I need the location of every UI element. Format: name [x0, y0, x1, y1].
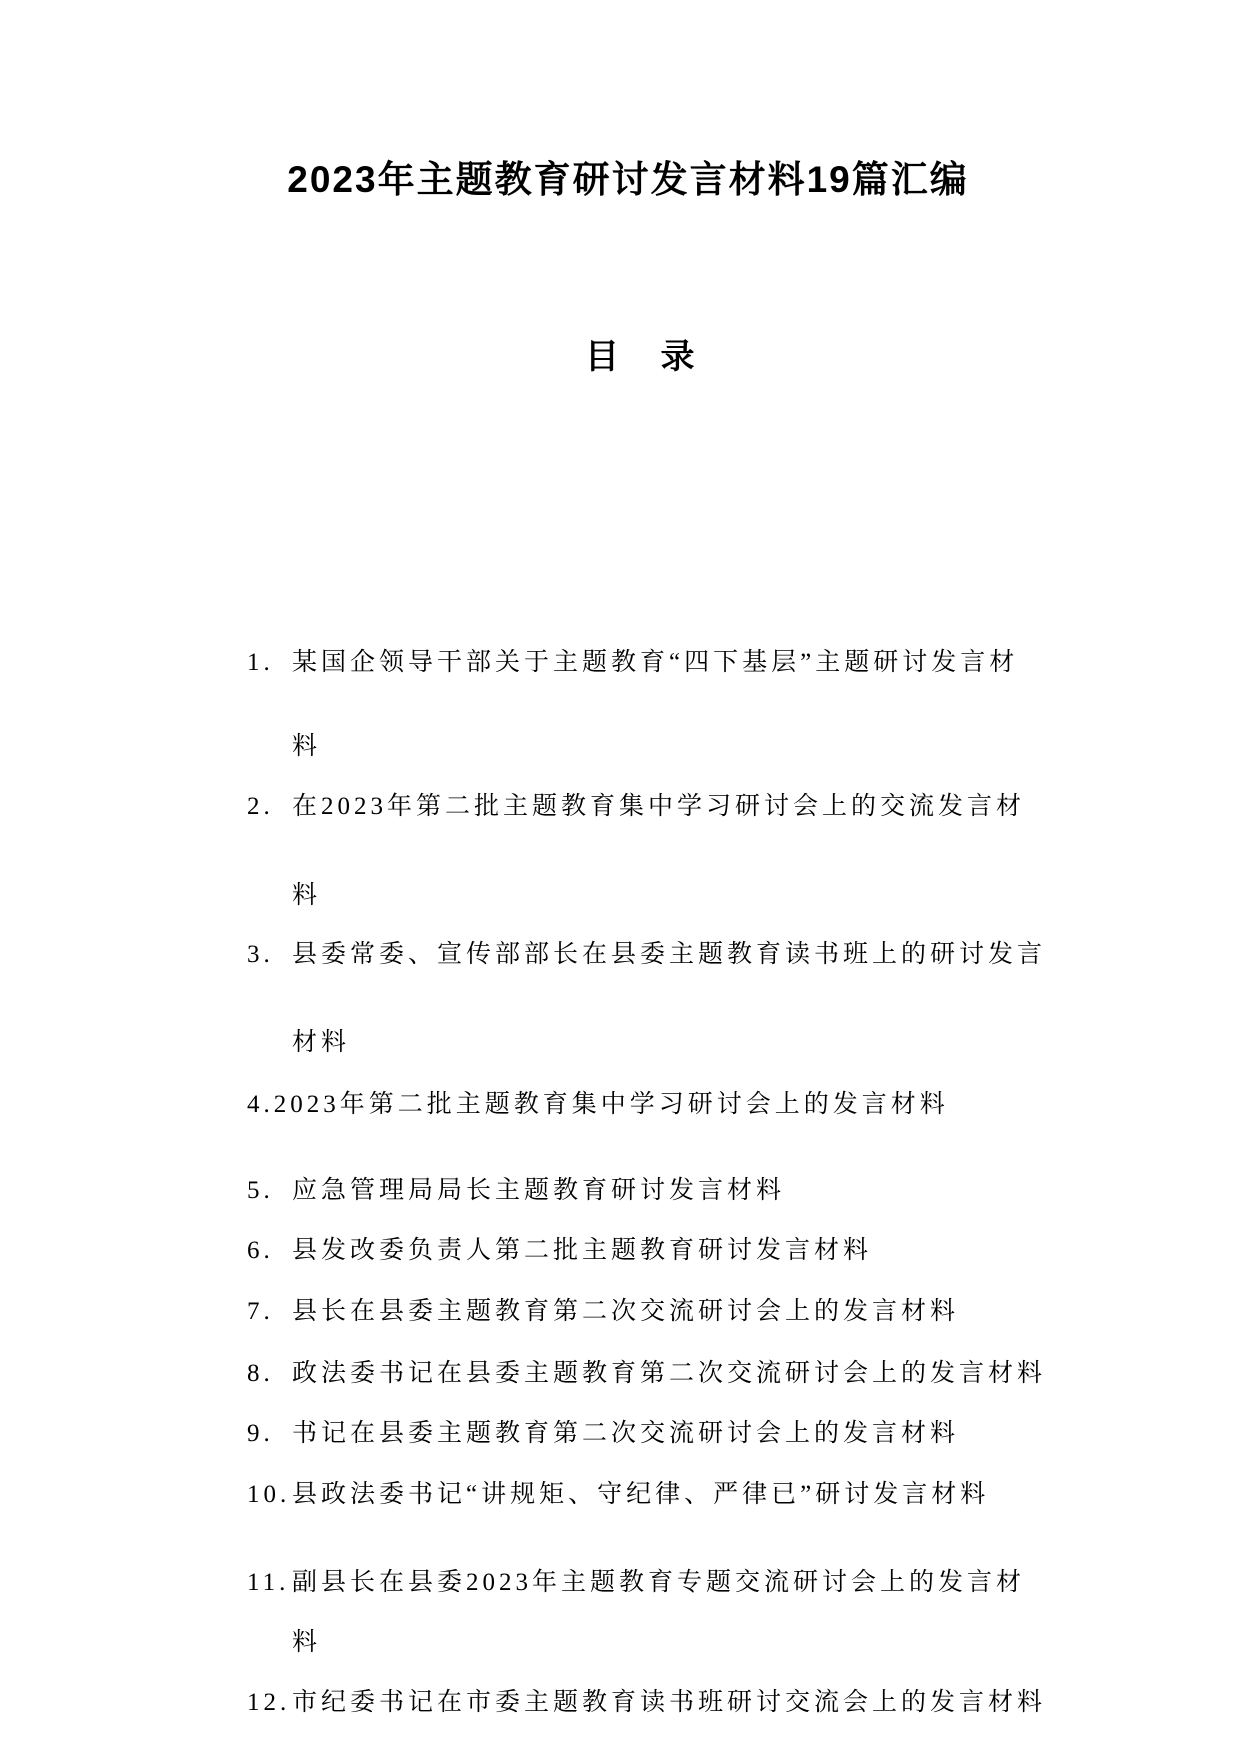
toc-item-line — [247, 1297, 959, 1327]
toc-item-line — [247, 1359, 1046, 1389]
toc-item-number: 10. — [247, 1481, 291, 1508]
toc-item-line-continued — [292, 1028, 350, 1058]
toc-item-line — [247, 1236, 872, 1266]
toc-item-line — [247, 1480, 989, 1510]
toc-item-line — [247, 1090, 949, 1120]
toc-item-line — [247, 1568, 1025, 1598]
toc-item-number: 1. — [247, 649, 274, 676]
toc-item-line-continued — [292, 732, 321, 762]
toc-item-number: 6. — [247, 1237, 274, 1264]
toc-item-line-continued — [292, 881, 321, 911]
toc-item-text: 县政法委书记“讲规矩、守纪律、严律已”研讨发言材料 — [292, 1481, 990, 1508]
toc-item-number: 8. — [247, 1360, 274, 1387]
document-title: 2023年主题教育研讨发言材料19篇汇编 — [287, 159, 969, 200]
toc-item-text: 料 — [292, 882, 322, 909]
toc-item-text: 应急管理局局长主题教育研讨发言材料 — [292, 1177, 786, 1204]
toc-item-text: 县长在县委主题教育第二次交流研讨会上的发言材料 — [292, 1298, 960, 1325]
toc-item-text: 在2023年第二批主题教育集中学习研讨会上的交流发言材 — [292, 793, 1026, 820]
toc-item-number: 7. — [247, 1298, 274, 1325]
toc-item-text: 料 — [292, 1629, 322, 1656]
toc-item-text: 书记在县委主题教育第二次交流研讨会上的发言材料 — [292, 1420, 960, 1447]
toc-item-text: 料 — [292, 733, 322, 760]
toc-item-line — [247, 648, 1018, 678]
toc-item-number: 2. — [247, 793, 274, 820]
toc-item-line — [247, 1419, 959, 1449]
toc-item-line — [247, 1176, 785, 1206]
toc-item-line — [247, 792, 1025, 822]
toc-item-text: 县发改委负责人第二批主题教育研讨发言材料 — [292, 1237, 873, 1264]
toc-item-line-continued — [292, 1628, 321, 1658]
toc-item-text: 政法委书记在县委主题教育第二次交流研讨会上的发言材料 — [292, 1360, 1047, 1387]
toc-item-number: 4. — [247, 1091, 274, 1118]
toc-item-text: 县委常委、宣传部部长在县委主题教育读书班上的研讨发言 — [292, 941, 1047, 968]
toc-item-number: 3. — [247, 941, 274, 968]
toc-item-number: 5. — [247, 1177, 274, 1204]
toc-item-text: 某国企领导干部关于主题教育“四下基层”主题研讨发言材 — [292, 649, 1019, 676]
toc-item-number: 12. — [247, 1689, 291, 1716]
toc-item-text: 副县长在县委2023年主题教育专题交流研讨会上的发言材 — [292, 1569, 1026, 1596]
toc-item-number: 11. — [247, 1569, 290, 1596]
toc-item-text: 市纪委书记在市委主题教育读书班研讨交流会上的发言材料 — [292, 1689, 1047, 1716]
toc-heading: 目 录 — [585, 338, 711, 376]
toc-item-line — [247, 1688, 1046, 1718]
toc-item-number: 9. — [247, 1420, 274, 1447]
toc-item-text: 2023年第二批主题教育集中学习研讨会上的发言材料 — [273, 1091, 949, 1118]
toc-item-line — [247, 940, 1046, 970]
toc-item-text: 材料 — [292, 1029, 351, 1056]
